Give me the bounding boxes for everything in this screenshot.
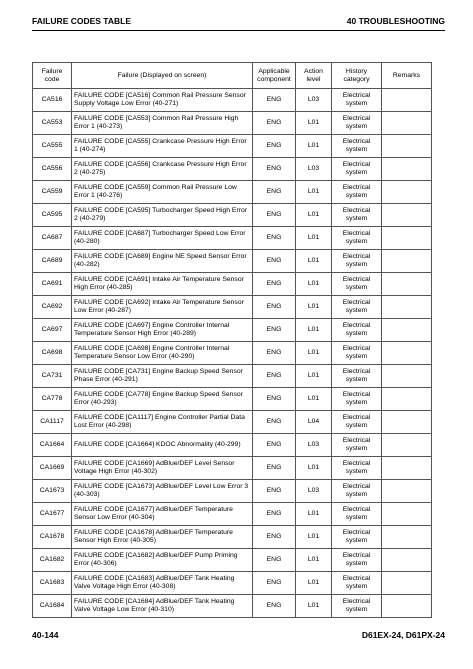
remarks-cell [382, 319, 432, 342]
failure-description-cell: FAILURE CODE [CA1664] KDOC Abnormality (40-299) [72, 434, 253, 457]
table-row [33, 503, 432, 526]
failure-description-cell: FAILURE CODE [CA1683] AdBlue/DEF Tank Heating Valve Voltage High Error (40-308) [72, 572, 253, 595]
remarks-cell [382, 526, 432, 549]
applicable-component-cell: ENG [253, 319, 296, 342]
remarks-cell [382, 227, 432, 250]
history-category-cell: Electrical system [332, 342, 382, 365]
table-row [33, 273, 432, 296]
remarks-cell [382, 181, 432, 204]
remarks-cell [382, 135, 432, 158]
col-header-failure-code: Failure code [33, 63, 72, 89]
applicable-component-cell: ENG [253, 204, 296, 227]
action-level-cell: L04 [296, 411, 332, 434]
history-category-cell: Electrical system [332, 503, 382, 526]
applicable-component-cell: ENG [253, 503, 296, 526]
page-number: 40-144 [32, 630, 59, 640]
action-level-cell: L01 [296, 388, 332, 411]
failure-code-cell: CA689 [33, 250, 72, 273]
remarks-cell [382, 89, 432, 112]
table-row [33, 158, 432, 181]
action-level-cell: L01 [296, 365, 332, 388]
history-category-cell: Electrical system [332, 480, 382, 503]
action-level-cell: L01 [296, 526, 332, 549]
history-category-cell: Electrical system [332, 572, 382, 595]
failure-description-cell: FAILURE CODE [CA595] Turbocharger Speed High Error 2 (40-279) [72, 204, 253, 227]
action-level-cell: L01 [296, 296, 332, 319]
header-rule [32, 30, 445, 31]
history-category-cell: Electrical system [332, 181, 382, 204]
table-row [33, 296, 432, 319]
table-row [33, 480, 432, 503]
history-category-cell: Electrical system [332, 319, 382, 342]
failure-code-cell: CA1682 [33, 549, 72, 572]
failure-code-cell: CA516 [33, 89, 72, 112]
table-row [33, 526, 432, 549]
applicable-component-cell: ENG [253, 388, 296, 411]
applicable-component-cell: ENG [253, 549, 296, 572]
table-header-row [33, 63, 432, 89]
remarks-cell [382, 388, 432, 411]
remarks-cell [382, 204, 432, 227]
history-category-cell: Electrical system [332, 411, 382, 434]
failure-description-cell: FAILURE CODE [CA556] Crankcase Pressure High Error 2 (40-275) [72, 158, 253, 181]
history-category-cell: Electrical system [332, 595, 382, 618]
applicable-component-cell: ENG [253, 296, 296, 319]
page-header [32, 12, 445, 28]
failure-description-cell: FAILURE CODE [CA555] Crankcase Pressure High Error 1 (40-274) [72, 135, 253, 158]
remarks-cell [382, 434, 432, 457]
failure-description-cell: FAILURE CODE [CA1678] AdBlue/DEF Temperature Sensor High Error (40-305) [72, 526, 253, 549]
applicable-component-cell: ENG [253, 434, 296, 457]
remarks-cell [382, 296, 432, 319]
action-level-cell: L03 [296, 158, 332, 181]
action-level-cell: L01 [296, 227, 332, 250]
remarks-cell [382, 250, 432, 273]
failure-description-cell: FAILURE CODE [CA516] Common Rail Pressure Sensor Supply Voltage Low Error (40-271) [72, 89, 253, 112]
table-row [33, 342, 432, 365]
table-row [33, 434, 432, 457]
failure-code-cell: CA698 [33, 342, 72, 365]
failure-description-cell: FAILURE CODE [CA691] Intake Air Temperature Sensor High Error (40-285) [72, 273, 253, 296]
history-category-cell: Electrical system [332, 273, 382, 296]
failure-code-cell: CA1669 [33, 457, 72, 480]
remarks-cell [382, 595, 432, 618]
applicable-component-cell: ENG [253, 572, 296, 595]
table-row [33, 595, 432, 618]
remarks-cell [382, 365, 432, 388]
failure-description-cell: FAILURE CODE [CA731] Engine Backup Speed Sensor Phase Error (40-291) [72, 365, 253, 388]
failure-code-cell: CA1683 [33, 572, 72, 595]
action-level-cell: L01 [296, 342, 332, 365]
applicable-component-cell: ENG [253, 365, 296, 388]
history-category-cell: Electrical system [332, 89, 382, 112]
applicable-component-cell: ENG [253, 89, 296, 112]
failure-description-cell: FAILURE CODE [CA559] Common Rail Pressure Low Error 1 (40-276) [72, 181, 253, 204]
failure-code-cell: CA731 [33, 365, 72, 388]
remarks-cell [382, 411, 432, 434]
failure-code-cell: CA1678 [33, 526, 72, 549]
action-level-cell: L01 [296, 112, 332, 135]
table-row [33, 227, 432, 250]
table-row [33, 549, 432, 572]
action-level-cell: L01 [296, 549, 332, 572]
history-category-cell: Electrical system [332, 158, 382, 181]
applicable-component-cell: ENG [253, 250, 296, 273]
col-header-applicable-component: Applicable component [253, 63, 296, 89]
failure-code-cell: CA595 [33, 204, 72, 227]
history-category-cell: Electrical system [332, 135, 382, 158]
action-level-cell: L03 [296, 89, 332, 112]
applicable-component-cell: ENG [253, 595, 296, 618]
history-category-cell: Electrical system [332, 112, 382, 135]
table-row [33, 457, 432, 480]
failure-code-cell: CA687 [33, 227, 72, 250]
action-level-cell: L01 [296, 250, 332, 273]
failure-description-cell: FAILURE CODE [CA1677] AdBlue/DEF Temperature Sensor Low Error (40-304) [72, 503, 253, 526]
remarks-cell [382, 342, 432, 365]
table-row [33, 112, 432, 135]
remarks-cell [382, 112, 432, 135]
failure-code-cell: CA1684 [33, 595, 72, 618]
header-chapter-title: 40 TROUBLESHOOTING [346, 16, 445, 26]
action-level-cell: L01 [296, 572, 332, 595]
history-category-cell: Electrical system [332, 549, 382, 572]
failure-description-cell: FAILURE CODE [CA687] Turbocharger Speed Low Error (40-280) [72, 227, 253, 250]
applicable-component-cell: ENG [253, 526, 296, 549]
header-section-title: FAILURE CODES TABLE [32, 16, 132, 26]
failure-description-cell: FAILURE CODE [CA698] Engine Controller Internal Temperature Sensor Low Error (40-290) [72, 342, 253, 365]
remarks-cell [382, 572, 432, 595]
history-category-cell: Electrical system [332, 296, 382, 319]
applicable-component-cell: ENG [253, 135, 296, 158]
remarks-cell [382, 480, 432, 503]
failure-code-cell: CA692 [33, 296, 72, 319]
table-row [33, 181, 432, 204]
table-row [33, 388, 432, 411]
failure-code-cell: CA691 [33, 273, 72, 296]
failure-description-cell: FAILURE CODE [CA1117] Engine Controller Partial Data Lost Error (40-298) [72, 411, 253, 434]
failure-description-cell: FAILURE CODE [CA689] Engine NE Speed Sensor Error (40-282) [72, 250, 253, 273]
failure-description-cell: FAILURE CODE [CA697] Engine Controller Internal Temperature Sensor High Error (40-289) [72, 319, 253, 342]
action-level-cell: L03 [296, 480, 332, 503]
failure-code-cell: CA778 [33, 388, 72, 411]
table-row [33, 89, 432, 112]
action-level-cell: L01 [296, 503, 332, 526]
table-row [33, 572, 432, 595]
applicable-component-cell: ENG [253, 273, 296, 296]
action-level-cell: L03 [296, 434, 332, 457]
table-row [33, 365, 432, 388]
failure-description-cell: FAILURE CODE [CA1684] AdBlue/DEF Tank Heating Valve Voltage Low Error (40-310) [72, 595, 253, 618]
failure-description-cell: FAILURE CODE [CA1673] AdBlue/DEF Level Low Error 3 (40-303) [72, 480, 253, 503]
model-name: D61EX-24, D61PX-24 [361, 630, 445, 640]
applicable-component-cell: ENG [253, 158, 296, 181]
history-category-cell: Electrical system [332, 365, 382, 388]
history-category-cell: Electrical system [332, 250, 382, 273]
failure-code-cell: CA697 [33, 319, 72, 342]
history-category-cell: Electrical system [332, 227, 382, 250]
applicable-component-cell: ENG [253, 342, 296, 365]
history-category-cell: Electrical system [332, 204, 382, 227]
failure-code-cell: CA556 [33, 158, 72, 181]
table-row [33, 411, 432, 434]
remarks-cell [382, 273, 432, 296]
failure-code-cell: CA559 [33, 181, 72, 204]
remarks-cell [382, 549, 432, 572]
failure-code-cell: CA553 [33, 112, 72, 135]
applicable-component-cell: ENG [253, 181, 296, 204]
applicable-component-cell: ENG [253, 411, 296, 434]
table-row [33, 250, 432, 273]
table-row [33, 319, 432, 342]
failure-code-cell: CA1677 [33, 503, 72, 526]
col-header-failure: Failure (Displayed on screen) [72, 63, 253, 89]
action-level-cell: L01 [296, 273, 332, 296]
col-header-action-level: Action level [296, 63, 332, 89]
failure-description-cell: FAILURE CODE [CA1669] AdBlue/DEF Level Sensor Voltage High Error (40-302) [72, 457, 253, 480]
table-row [33, 135, 432, 158]
table-row [33, 204, 432, 227]
failure-code-cell: CA1117 [33, 411, 72, 434]
failure-code-cell: CA555 [33, 135, 72, 158]
history-category-cell: Electrical system [332, 434, 382, 457]
col-header-history-category: History category [332, 63, 382, 89]
action-level-cell: L01 [296, 457, 332, 480]
remarks-cell [382, 158, 432, 181]
failure-code-cell: CA1673 [33, 480, 72, 503]
action-level-cell: L01 [296, 595, 332, 618]
remarks-cell [382, 503, 432, 526]
failure-description-cell: FAILURE CODE [CA553] Common Rail Pressure High Error 1 (40-273) [72, 112, 253, 135]
failure-codes-table [32, 62, 432, 618]
history-category-cell: Electrical system [332, 526, 382, 549]
history-category-cell: Electrical system [332, 388, 382, 411]
failure-description-cell: FAILURE CODE [CA692] Intake Air Temperature Sensor Low Error (40-287) [72, 296, 253, 319]
failure-description-cell: FAILURE CODE [CA1682] AdBlue/DEF Pump Priming Error (40-306) [72, 549, 253, 572]
applicable-component-cell: ENG [253, 480, 296, 503]
action-level-cell: L01 [296, 181, 332, 204]
action-level-cell: L01 [296, 135, 332, 158]
applicable-component-cell: ENG [253, 112, 296, 135]
applicable-component-cell: ENG [253, 227, 296, 250]
remarks-cell [382, 457, 432, 480]
failure-code-cell: CA1664 [33, 434, 72, 457]
action-level-cell: L01 [296, 319, 332, 342]
failure-description-cell: FAILURE CODE [CA778] Engine Backup Speed Sensor Error (40-293) [72, 388, 253, 411]
applicable-component-cell: ENG [253, 457, 296, 480]
col-header-remarks: Remarks [382, 63, 432, 89]
action-level-cell: L01 [296, 204, 332, 227]
history-category-cell: Electrical system [332, 457, 382, 480]
